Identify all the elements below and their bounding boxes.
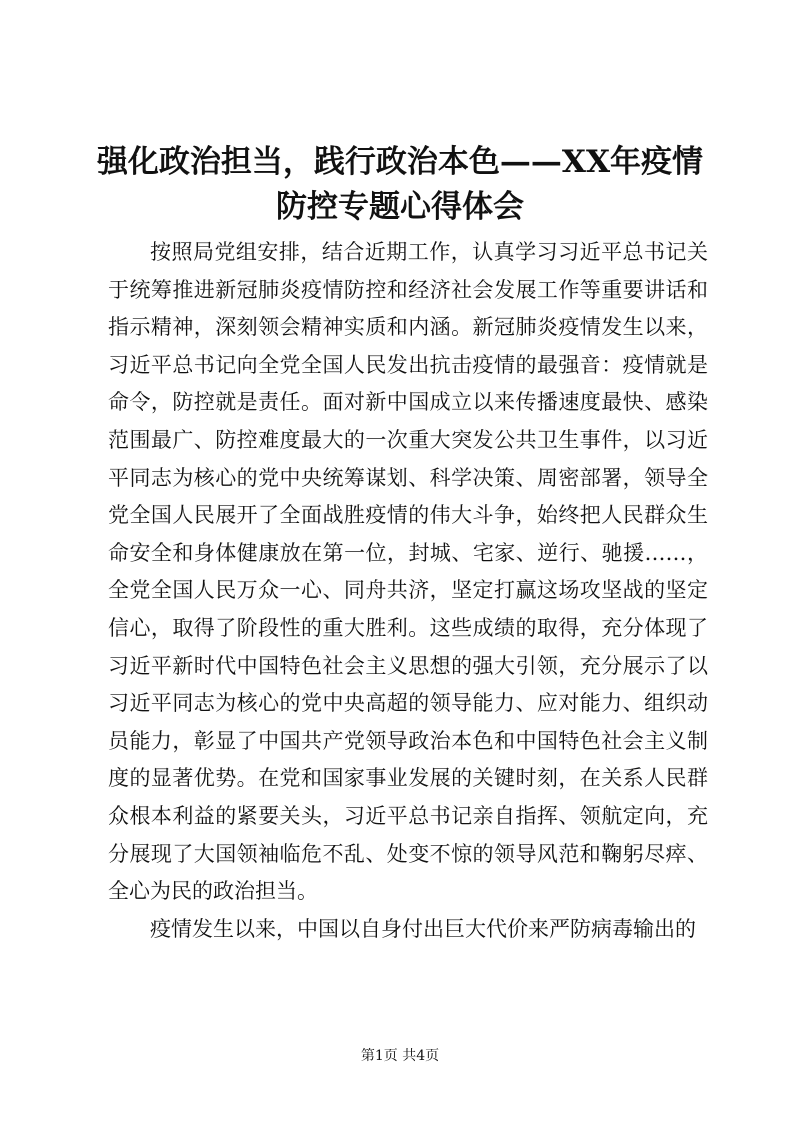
title-line-1: 强化政治担当，践行政治本色——XX年疫情	[96, 144, 704, 180]
title-line-2: 防控专题心得体会	[276, 189, 524, 225]
document-body	[108, 234, 708, 948]
document-title	[90, 140, 710, 230]
paragraph-2: 疫情发生以来，中国以自身付出巨大代价来严防病毒输出的	[150, 916, 696, 941]
page-footer: 第1页 共4页	[360, 1048, 440, 1064]
paragraph-1: 按照局党组安排，结合近期工作，认真学习习近平总书记关于统筹推进新冠肺炎疫情防控和经济社会发展工作等重要讲话和指示精神，深刻领会精神实质和内涵。新冠肺炎疫情发生以来，习近平总书记向全党全国人民发出抗击疫情的最强音：疫情就是命令，防控就是责任。面对新中国成立以来传播速度最快、感染范围最广、防控难度最大的一次重大突发公共卫生事件，以习近平同志为核心的党中央统筹谋划、科学决策、周密部署，领导全党全国人民展开了全面战胜疫情的伟大斗争，始终把人民群众生命安全和身体健康放在第一位，封城、宅家、逆行、驰援……，全党全国人民万众一心、同舟共济，坚定打赢这场攻坚战的坚定信心，取得了阶段性的重大胜利。这些成绩的取得，充分体现了习近平新时代中国特色社会主义思想的强大引领，充分展示了以习近平同志为核心的党中央高超的领导能力、应对能力、组织动员能力，彰显了中国共产党领导政治本色和中国特色社会主义制度的显著优势。在党和国家事业发展的关键时刻，在关系人民群众根本利益的紧要关头，习近平总书记亲自指挥、领航定向，充分展现了大国领袖临危不乱、处变不惊的领导风范和鞠躬尽瘁、全心为民的政治担当。	[108, 240, 708, 904]
